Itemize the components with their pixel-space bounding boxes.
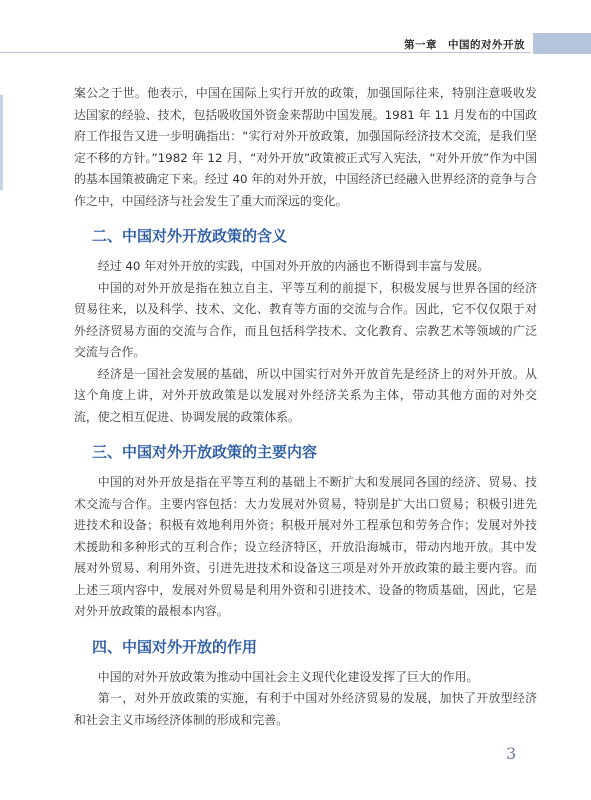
page-body (74, 83, 537, 731)
section4-paragraph: 中国的对外开放政策为推动中国社会主义现代化建设发挥了巨大的作用。 (97, 669, 479, 684)
section2-paragraph: 经过 40 年对外开放的实践，中国对外开放的内涵也不断得到丰富与发展。 (97, 259, 490, 273)
intro-paragraph: 案公之于世。他表示，中国在国际上实行开放的政策，加强国际往来，特别注意吸收发达国家的经验、技术，包括吸收国外资金来帮助中国发展。1981 年 11 月发布的中国政府工作报告又进一步明确指出：“实行对外开放政策，加强国际经济技术交流，是我们坚定不移的方针。”1982 年 12 月，“对外开放”政策被正式写入宪法，“对外开放”作为中国的基本国策被确定下来。经过 40 年的对外开放，中国经济已经融入世界经济的竞争与合作之中，中国经济与社会发生了重大而深远的变化。 (74, 86, 537, 208)
margin-mark (0, 95, 3, 190)
section4-paragraph: 第一，对外开放政策的实施，有利于中国对外经济贸易的发展，加快了开放型经济和社会主义市场经济体制的形成和完善。 (74, 691, 537, 727)
chapter-header: 第一章 中国的对外开放 (404, 39, 525, 51)
section-heading-meaning: 二、中国对外开放政策的含义 (92, 227, 288, 245)
section2-paragraph: 经济是一国社会发展的基础，所以中国实行对外开放首先是经济上的对外开放。从这个角度上讲，对外开放政策是以发展对外经济关系为主体，带动其他方面的对外交流，使之相互促进、协调发展的政策体系。 (74, 366, 537, 424)
section2-paragraph: 中国的对外开放是指在独立自主、平等互利的前提下，积极发展与世界各国的经济贸易往来，以及科学、技术、文化、教育等方面的交流与合作。因此，它不仅仅限于对外经济贸易方面的交流与合作，而且包括科学技术、文化教育、宗教艺术等领域的广泛交流与合作。 (74, 280, 537, 359)
header-rule (0, 52, 531, 53)
section3-paragraph: 中国的对外开放是指在平等互利的基础上不断扩大和发展同各国的经济、贸易、技术交流与合作。主要内容包括：大力发展对外贸易，特别是扩大出口贸易；积极引进先进技术和设备；积极有效地利用外资；积极开展对外工程承包和劳务合作；发展对外技术援助和多种形式的互利合作；设立经济特区，开放沿海城市，带动内地开放。其中发展对外贸易、利用外资、引进先进技术和设备这三项是对外开放政策的最主要内容。而上述三项内容中，发展对外贸易是利用外资和引进技术、设备的物质基础，因此，它是对外开放政策的最根本内容。 (74, 475, 537, 618)
header-tab-decoration (533, 33, 591, 54)
section-heading-content: 三、中国对外开放政策的主要内容 (92, 443, 318, 461)
section-heading-role: 四、中国对外开放的作用 (92, 637, 258, 656)
page-number: 3 (506, 744, 517, 763)
